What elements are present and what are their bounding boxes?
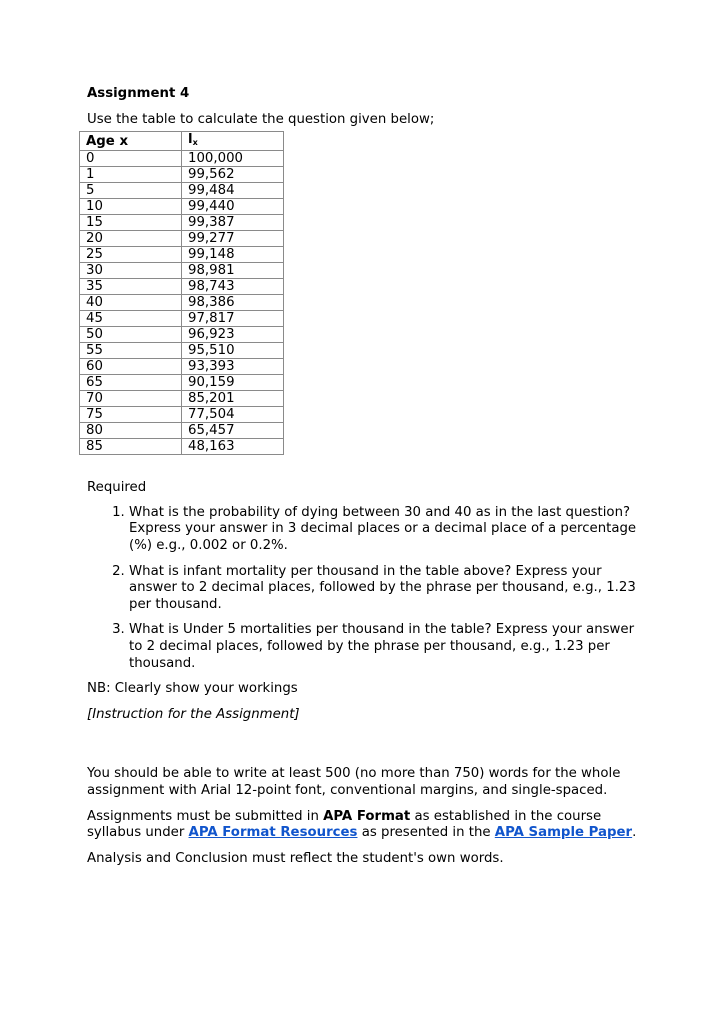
- life-table: [79, 131, 284, 455]
- document-page: [87, 86, 647, 876]
- age-cell: 85: [80, 439, 182, 455]
- lx-cell: 99,277: [182, 231, 284, 247]
- age-cell: 10: [80, 199, 182, 215]
- age-cell: 5: [80, 183, 182, 199]
- conclusion-paragraph: Analysis and Conclusion must reflect the student's own words.: [87, 850, 504, 866]
- lx-cell: 99,387: [182, 215, 284, 231]
- table-row: [80, 199, 284, 215]
- table-row: [80, 263, 284, 279]
- table-row: [80, 391, 284, 407]
- lx-cell: 99,440: [182, 199, 284, 215]
- word-count-paragraph: You should be able to write at least 500 (no more than 750) words for the whole assignment with Arial 12-point font, conventional margins, and single-spaced.: [87, 766, 621, 798]
- age-cell: 30: [80, 263, 182, 279]
- table-row: [80, 231, 284, 247]
- lx-cell: 48,163: [182, 439, 284, 455]
- lx-cell: 93,393: [182, 359, 284, 375]
- lx-cell: 65,457: [182, 423, 284, 439]
- lx-cell: 99,148: [182, 247, 284, 263]
- age-cell: 1: [80, 167, 182, 183]
- table-body: [80, 151, 284, 455]
- apa-text-3: as presented in the: [357, 825, 495, 841]
- age-cell: 35: [80, 279, 182, 295]
- table-row: [80, 343, 284, 359]
- question-item: 1. What is the probability of dying between 30 and 40 as in the last question? Express your answer in 3 decimal places or a decimal place of a percentage (%) e.g., 0.002 or 0.2%.: [129, 505, 647, 555]
- age-cell: 15: [80, 215, 182, 231]
- table-row: [80, 423, 284, 439]
- age-cell: 20: [80, 231, 182, 247]
- table-row: [80, 247, 284, 263]
- lx-cell: 98,981: [182, 263, 284, 279]
- apa-text-2: as established in the course syllabus under: [87, 808, 602, 841]
- age-cell: 60: [80, 359, 182, 375]
- table-row: [80, 279, 284, 295]
- header-age: Age x: [80, 132, 182, 151]
- nb-note: NB: Clearly show your workings: [87, 681, 298, 697]
- intro-text: Use the table to calculate the question given below;: [87, 111, 435, 127]
- age-cell: 50: [80, 327, 182, 343]
- header-lx-main: l: [188, 132, 193, 148]
- assignment-title: Assignment 4: [87, 86, 190, 101]
- table-row: [80, 359, 284, 375]
- age-cell: 80: [80, 423, 182, 439]
- age-cell: 65: [80, 375, 182, 391]
- apa-sample-paper-link[interactable]: APA Sample Paper: [494, 825, 633, 841]
- question-item: 3. What is Under 5 mortalities per thousand in the table? Express your answer to 2 decimal places, followed by the phrase per thousand, e.g., 1.23 per thousand.: [129, 622, 647, 672]
- table-row: [80, 167, 284, 183]
- header-lx: [182, 132, 284, 151]
- required-label: Required: [87, 480, 147, 496]
- apa-text-1: Assignments must be submitted in: [87, 808, 324, 824]
- apa-text-4: .: [632, 825, 637, 841]
- lx-cell: 85,201: [182, 391, 284, 407]
- table-row: [80, 375, 284, 391]
- lx-cell: 99,562: [182, 167, 284, 183]
- table-row: [80, 215, 284, 231]
- table-header-row: [80, 132, 284, 151]
- table-row: [80, 407, 284, 423]
- lx-cell: 99,484: [182, 183, 284, 199]
- age-cell: 55: [80, 343, 182, 359]
- lx-cell: 90,159: [182, 375, 284, 391]
- age-cell: 70: [80, 391, 182, 407]
- table-row: [80, 151, 284, 167]
- apa-paragraph: [87, 809, 647, 842]
- table-row: [80, 439, 284, 455]
- lx-cell: 77,504: [182, 407, 284, 423]
- header-lx-sub: x: [192, 138, 198, 148]
- question-list: [87, 505, 647, 672]
- lx-cell: 98,386: [182, 295, 284, 311]
- table-row: [80, 295, 284, 311]
- question-item: 2. What is infant mortality per thousand in the table above? Express your answer to 2 decimal places, followed by the phrase per thousand, e.g., 1.23 per thousand.: [129, 564, 647, 614]
- age-cell: 40: [80, 295, 182, 311]
- instruction-heading: [Instruction for the Assignment]: [87, 706, 300, 722]
- lx-cell: 100,000: [182, 151, 284, 167]
- table-row: [80, 183, 284, 199]
- lx-cell: 95,510: [182, 343, 284, 359]
- age-cell: 0: [80, 151, 182, 167]
- table-row: [80, 311, 284, 327]
- apa-format-resources-link[interactable]: APA Format Resources: [188, 825, 358, 841]
- age-cell: 45: [80, 311, 182, 327]
- lx-cell: 96,923: [182, 327, 284, 343]
- apa-format-bold: APA Format: [323, 808, 411, 824]
- lx-cell: 97,817: [182, 311, 284, 327]
- table-row: [80, 327, 284, 343]
- lx-cell: 98,743: [182, 279, 284, 295]
- age-cell: 75: [80, 407, 182, 423]
- age-cell: 25: [80, 247, 182, 263]
